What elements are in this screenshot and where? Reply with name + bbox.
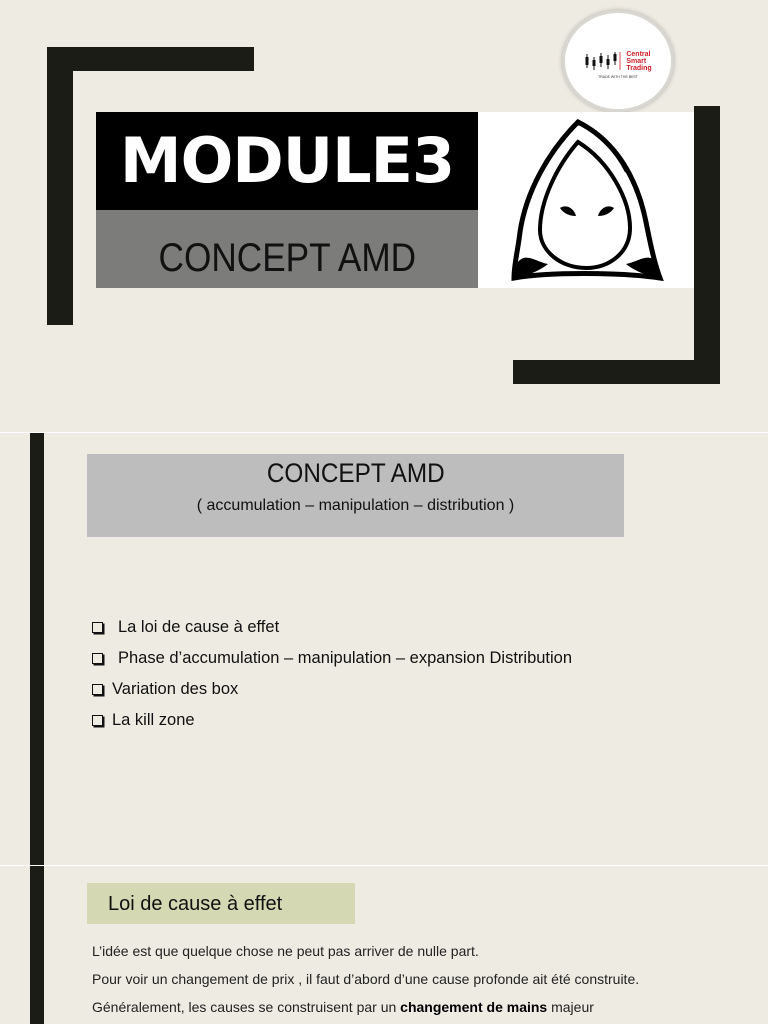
- list-item: [92, 612, 572, 643]
- slide-divider: [0, 865, 768, 866]
- checkbox-bullet-icon: [92, 653, 103, 664]
- concept-subheading: ( accumulation – manipulation – distribution ): [196, 497, 515, 514]
- checkbox-bullet-icon: [92, 622, 103, 633]
- slide-divider: [0, 432, 768, 433]
- paragraph: L’idée est que quelque chose ne peut pas arriver de nulle part.: [92, 943, 479, 959]
- hooded-figure-icon: [478, 112, 694, 288]
- list-item: [92, 705, 572, 736]
- cause-effect-heading-box: [87, 883, 355, 924]
- concept-header-box: [87, 454, 624, 537]
- bracket-bottom-right-horizontal: [513, 360, 720, 384]
- hooded-figure-panel: [478, 112, 694, 288]
- outline-list: [92, 612, 572, 736]
- logo-text-line: Trading: [626, 64, 652, 72]
- logo-text-line: Central: [626, 50, 651, 58]
- bracket-bottom-right-vertical: [694, 106, 720, 384]
- list-item: [92, 674, 572, 705]
- list-item-text: Variation des box: [112, 680, 239, 698]
- central-smart-trading-logo: [562, 10, 674, 112]
- left-accent-bar: [30, 433, 44, 865]
- checkbox-bullet-icon: [92, 715, 103, 726]
- module-subtitle: [96, 210, 478, 288]
- list-item-text: Phase d’accumulation – manipulation – expansion Distribution: [118, 649, 573, 667]
- list-item-text: La kill zone: [112, 711, 195, 729]
- concept-heading: CONCEPT AMD: [266, 458, 445, 488]
- left-accent-bar: [30, 866, 44, 1024]
- paragraph-text: majeur: [547, 999, 594, 1015]
- logo-wordmark: [626, 51, 651, 72]
- bracket-top-left-vertical: [47, 47, 73, 325]
- logo-text-line: Smart: [626, 57, 647, 65]
- paragraph: [92, 999, 594, 1015]
- module-title: MODULE3: [96, 112, 478, 210]
- list-item-text: La loi de cause à effet: [118, 618, 280, 636]
- candlestick-icon: [584, 51, 622, 71]
- bracket-top-left-horizontal: [47, 47, 254, 71]
- logo-tagline: TRADE WITH THE BEST: [598, 75, 638, 79]
- paragraph-emphasis: changement de mains: [400, 999, 548, 1015]
- checkbox-bullet-icon: [92, 684, 103, 695]
- paragraph: Pour voir un changement de prix , il faut d’abord d’une cause profonde ait été construite.: [92, 971, 640, 987]
- module-subtitle-text: CONCEPT AMD: [158, 236, 416, 280]
- paragraph-text: Généralement, les causes se construisent par un: [92, 999, 401, 1015]
- list-item: [92, 643, 572, 674]
- cause-effect-heading: Loi de cause à effet: [108, 893, 283, 915]
